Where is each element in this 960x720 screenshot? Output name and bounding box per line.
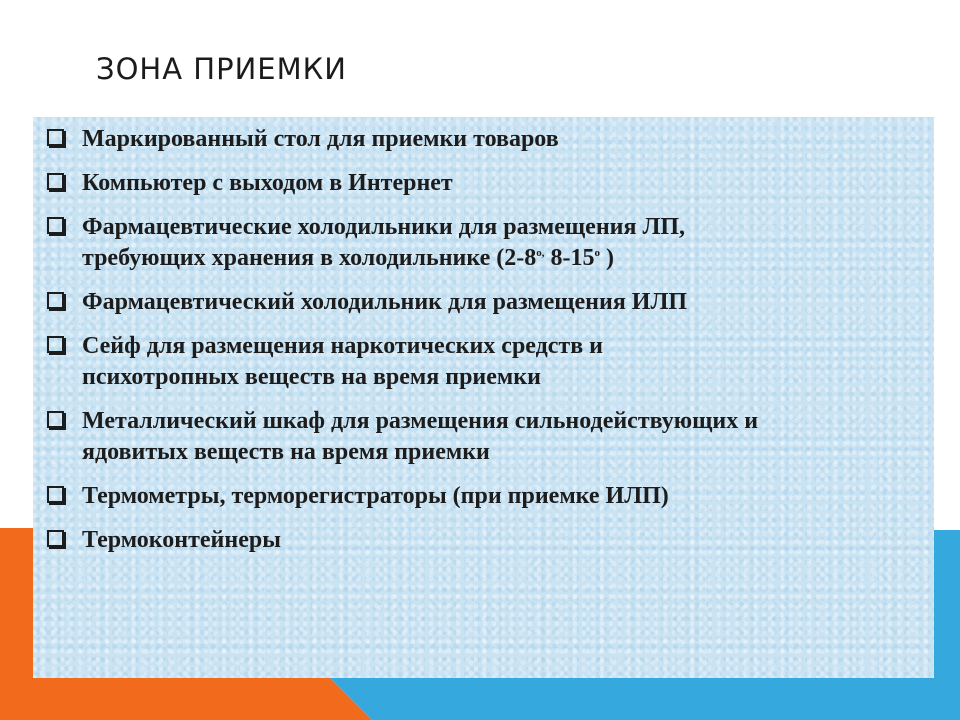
slide-title: ЗОНА ПРИЕМКИ <box>96 52 347 86</box>
checkbox-square-icon <box>47 530 64 547</box>
list-item <box>44 406 804 468</box>
list-item-text-line2b: 8-15 <box>544 245 595 271</box>
requirements-list <box>44 124 924 569</box>
list-item-text-line2a: требующих хранения в холодильнике (2-8 <box>82 245 537 271</box>
checkbox-square-icon <box>47 336 64 353</box>
list-item-text: Сейф для размещения наркотических средств и психотропных веществ на время приемки <box>82 333 603 390</box>
checkbox-square-icon <box>47 129 64 146</box>
list-item-text-line1: Фармацевтические холодильники для размещения ЛП, <box>82 214 686 240</box>
degree-superscript: o, <box>536 247 545 259</box>
list-item <box>44 331 764 393</box>
list-item-text: Маркированный стол для приемки товаров <box>82 126 559 152</box>
list-item-text: Термоконтейнеры <box>82 527 281 553</box>
list-item-text: Термометры, терморегистраторы (при приемке ИЛП) <box>82 483 669 509</box>
checkbox-square-icon <box>47 292 64 309</box>
list-item-text: Металлический шкаф для размещения сильнодействующих и ядовитых веществ на время приемки <box>82 408 759 465</box>
checkbox-square-icon <box>47 217 64 234</box>
list-item-text-line2c: ) <box>599 245 614 271</box>
degree-superscript: o <box>594 247 600 259</box>
list-item <box>44 525 924 556</box>
list-item-text: Фармацевтический холодильник для размещения ИЛП <box>82 289 688 315</box>
checkbox-square-icon <box>47 173 64 190</box>
checkbox-square-icon <box>47 411 64 428</box>
list-item-text: Компьютер с выходом в Интернет <box>82 170 453 196</box>
list-item <box>44 124 924 155</box>
checkbox-square-icon <box>47 486 64 503</box>
list-item <box>44 287 924 318</box>
list-item <box>44 212 924 274</box>
list-item <box>44 168 924 199</box>
list-item <box>44 481 924 512</box>
